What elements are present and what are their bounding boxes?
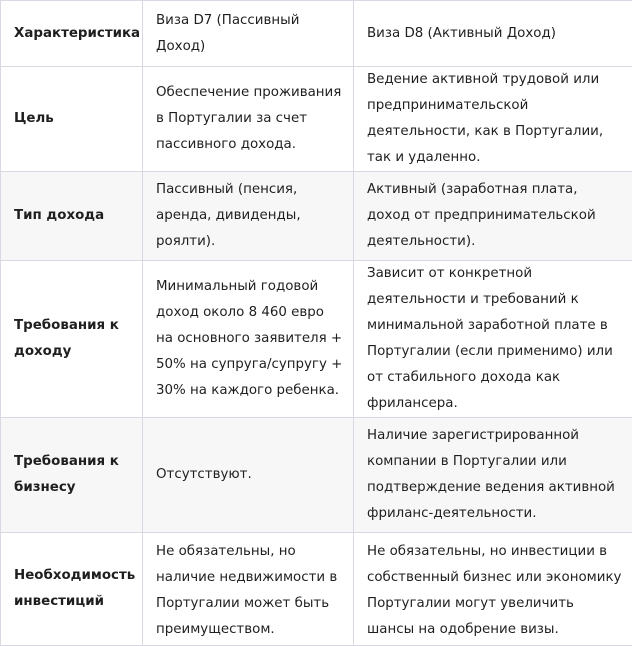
table-row bbox=[1, 533, 632, 646]
cell-d7-income-type: Пассивный (пенсия, аренда, дивиденды, роялти). bbox=[143, 172, 354, 261]
header-visa-d7: Виза D7 (Пассивный Доход) bbox=[143, 1, 354, 67]
header-visa-d8: Виза D8 (Активный Доход) bbox=[354, 1, 632, 67]
cell-d8-goal: Ведение активной трудовой или предпринимательской деятельности, как в Португалии, так и удаленно. bbox=[354, 67, 632, 172]
row-label-goal: Цель bbox=[1, 67, 143, 172]
cell-d8-business-requirements: Наличие зарегистрированной компании в Португалии или подтверждение ведения активной фриланс-деятельности. bbox=[354, 418, 632, 533]
cell-d8-investment-necessity: Не обязательны, но инвестиции в собственный бизнес или экономику Португалии могут увеличить шансы на одобрение визы. bbox=[354, 533, 632, 646]
cell-d7-goal: Обеспечение проживания в Португалии за счет пассивного дохода. bbox=[143, 67, 354, 172]
cell-d7-investment-necessity: Не обязательны, но наличие недвижимости в Португалии может быть преимуществом. bbox=[143, 533, 354, 646]
header-characteristic: Характеристика bbox=[1, 1, 143, 67]
header-row bbox=[1, 1, 632, 67]
table-row bbox=[1, 261, 632, 418]
cell-d8-income-requirements: Зависит от конкретной деятельности и требований к минимальной заработной плате в Португалии (если применимо) или от стабильного дохода как фрилансера. bbox=[354, 261, 632, 418]
table-row bbox=[1, 418, 632, 533]
cell-d8-income-type: Активный (заработная плата, доход от предпринимательской деятельности). bbox=[354, 172, 632, 261]
row-label-business-requirements: Требования к бизнесу bbox=[1, 418, 143, 533]
row-label-investment-necessity: Необходимость инвестиций bbox=[1, 533, 143, 646]
table-row bbox=[1, 172, 632, 261]
cell-d7-business-requirements: Отсутствуют. bbox=[143, 418, 354, 533]
row-label-income-type: Тип дохода bbox=[1, 172, 143, 261]
table-row bbox=[1, 67, 632, 172]
cell-d7-income-requirements: Минимальный годовой доход около 8 460 евро на основного заявителя + 50% на супруга/супругу + 30% на каждого ребенка. bbox=[143, 261, 354, 418]
row-label-income-requirements: Требования к доходу bbox=[1, 261, 143, 418]
